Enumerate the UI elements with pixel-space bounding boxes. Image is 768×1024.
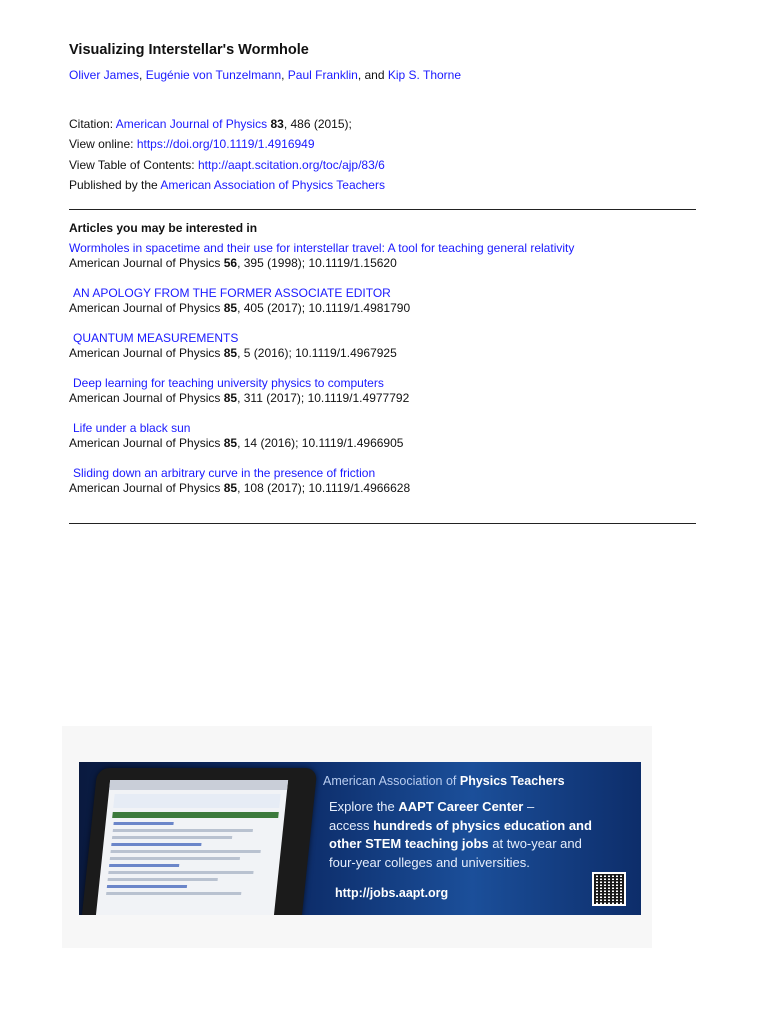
related-article-citation: American Journal of Physics 56, 395 (1998); 10.1119/1.15620 — [69, 255, 397, 270]
citation-label: Citation: — [69, 117, 116, 131]
publisher-link[interactable]: American Association of Physics Teachers — [160, 178, 385, 193]
author-link-4[interactable]: Kip S. Thorne — [387, 68, 462, 82]
author-list — [69, 68, 461, 82]
divider-bottom — [69, 523, 696, 524]
toc-label: View Table of Contents: — [69, 157, 198, 172]
related-article-citation: American Journal of Physics 85, 14 (2016); 10.1119/1.4966905 — [69, 435, 404, 450]
related-article-link[interactable]: Life under a black sun — [73, 421, 191, 435]
related-articles-list — [69, 241, 709, 511]
toc-line — [69, 155, 385, 175]
qr-code-icon — [592, 872, 626, 906]
article-metadata — [69, 114, 385, 196]
view-online-label: View online: — [69, 137, 137, 152]
related-article-citation: American Journal of Physics 85, 108 (2017); 10.1119/1.4966628 — [69, 480, 411, 495]
related-articles-heading: Articles you may be interested in — [69, 221, 258, 235]
related-article-link[interactable]: Wormholes in spacetime and their use for interstellar travel: A tool for teaching general relativity — [69, 241, 575, 255]
author-link-2[interactable]: Eugénie von Tunzelmann — [145, 68, 282, 82]
list-item — [69, 376, 709, 421]
banner-org-name: American Association of Physics Teachers — [323, 774, 565, 788]
career-center-banner[interactable] — [79, 762, 641, 915]
author-link-1[interactable]: Oliver James — [69, 68, 140, 82]
author-sep: , — [139, 68, 146, 82]
citation-journal-link[interactable]: American Journal of Physics — [115, 117, 268, 131]
author-link-3[interactable]: Paul Franklin — [287, 68, 358, 82]
author-sep: , — [281, 68, 288, 82]
citation-volume: 83 — [270, 117, 284, 131]
related-article-link[interactable]: AN APOLOGY FROM THE FORMER ASSOCIATE EDITOR — [73, 286, 391, 300]
publisher-label: Published by the — [69, 178, 161, 193]
author-sep: , and — [357, 68, 388, 82]
related-article-link[interactable]: Deep learning for teaching university physics to computers — [73, 376, 384, 390]
related-article-citation: American Journal of Physics 85, 311 (2017); 10.1119/1.4977792 — [69, 390, 410, 405]
related-article-citation: American Journal of Physics 85, 5 (2016); 10.1119/1.4967925 — [69, 345, 397, 360]
divider-top — [69, 209, 696, 210]
article-title: Visualizing Interstellar's Wormhole — [69, 42, 309, 58]
tablet-illustration — [81, 768, 318, 915]
view-online-line — [69, 134, 385, 154]
related-article-link[interactable]: Sliding down an arbitrary curve in the presence of friction — [73, 466, 376, 480]
list-item — [69, 466, 709, 511]
list-item — [69, 331, 709, 376]
tablet-screen — [95, 780, 288, 915]
related-article-citation: American Journal of Physics 85, 405 (2017); 10.1119/1.4981790 — [69, 300, 411, 315]
banner-url[interactable]: http://jobs.aapt.org — [335, 886, 449, 900]
list-item — [69, 421, 709, 466]
banner-message: Explore the AAPT Career Center – access hundreds of physics education and other STEM teaching jobs at two-year and four-year colleges and universities. — [329, 799, 592, 870]
toc-link[interactable]: http://aapt.scitation.org/toc/ajp/83/6 — [197, 157, 385, 172]
citation-line — [69, 114, 385, 134]
list-item — [69, 286, 709, 331]
doi-link[interactable]: https://doi.org/10.1119/1.4916949 — [136, 137, 315, 152]
publisher-line — [69, 175, 385, 195]
list-item — [69, 241, 709, 286]
citation-rest: , 486 (2015); — [283, 117, 352, 131]
related-article-link[interactable]: QUANTUM MEASUREMENTS — [73, 331, 239, 345]
